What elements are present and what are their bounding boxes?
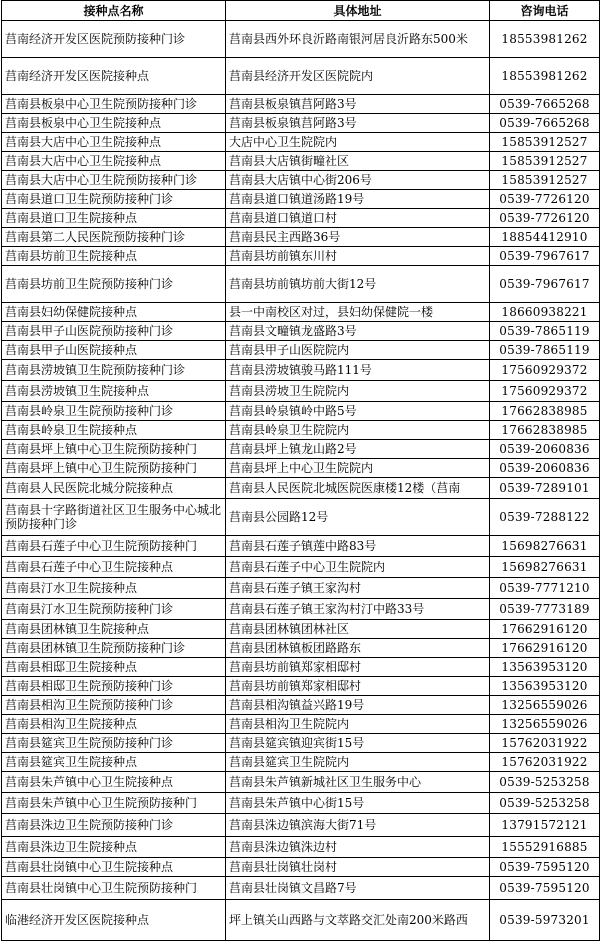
site-phone-cell: 17560929372 (490, 381, 600, 402)
site-phone-cell: 17662838985 (490, 421, 600, 440)
site-address-cell: 莒南县相沟卫生院院内 (226, 715, 490, 734)
site-phone-cell: 0539-7865119 (490, 322, 600, 341)
site-name-cell: 莒南县筵宾卫生院接种点 (2, 753, 226, 772)
site-name-cell: 莒南县壮岗镇中心卫生院接种点 (2, 858, 226, 877)
table-row (2, 793, 600, 814)
site-phone-cell: 15698276631 (490, 536, 600, 557)
site-phone-cell: 15853912527 (490, 133, 600, 152)
site-name-cell: 莒南县十字路街道社区卫生服务中心城北预防接种门诊 (2, 499, 226, 536)
site-name-cell: 莒南县坪上镇中心卫生院预防接种门 (2, 459, 226, 478)
site-name-cell: 莒南县朱芦镇中心卫生院接种点 (2, 772, 226, 793)
site-address-cell: 莒南县朱芦镇新城社区卫生服务中心 (226, 772, 490, 793)
site-address-cell: 大店中心卫生院院内 (226, 133, 490, 152)
site-name-cell: 莒南经济开发区医院预防接种门诊 (2, 21, 226, 58)
site-address-cell: 莒南县坪上镇龙山路2号 (226, 440, 490, 459)
table-header-row (2, 1, 600, 21)
site-address-cell: 莒南县石莲子镇王家沟村汀中路33号 (226, 599, 490, 620)
table-row (2, 21, 600, 58)
site-address-cell: 莒南县筵宾镇迎宾街15号 (226, 734, 490, 753)
site-phone-cell: 0539-5253258 (490, 793, 600, 814)
site-address-cell: 莒南县涝坡镇骏马路111号 (226, 360, 490, 381)
site-address-cell: 莒南县涝坡卫生院院内 (226, 381, 490, 402)
header-phone: 咨询电话 (490, 1, 600, 21)
site-phone-cell: 15552916885 (490, 837, 600, 858)
site-name-cell: 临港经济开发区医院接种点 (2, 900, 226, 941)
site-name-cell: 莒南县坊前卫生院预防接种门诊 (2, 266, 226, 303)
site-address-cell: 莒南县道口镇道口村 (226, 209, 490, 228)
site-name-cell: 莒南县相邸卫生院接种点 (2, 658, 226, 677)
site-address-cell: 莒南县大店镇中心街206号 (226, 171, 490, 190)
site-address-cell: 莒南县石莲子镇王家沟村 (226, 578, 490, 599)
site-address-cell: 莒南县团林镇板团路路东 (226, 639, 490, 658)
table-row (2, 658, 600, 677)
site-phone-cell: 0539-7771210 (490, 578, 600, 599)
site-address-cell: 莒南县洙边镇滨海大街71号 (226, 814, 490, 837)
site-address-cell: 莒南县人民医院北城医院医康楼12楼（莒南 (226, 478, 490, 499)
site-address-cell: 莒南县壮岗镇文昌路7号 (226, 877, 490, 900)
table-row (2, 209, 600, 228)
site-phone-cell: 0539-7967617 (490, 247, 600, 266)
table-row (2, 814, 600, 837)
site-address-cell: 莒南县岭泉镇岭中路5号 (226, 402, 490, 421)
site-name-cell: 莒南县壮岗镇中心卫生院预防接种门 (2, 877, 226, 900)
table-row (2, 478, 600, 499)
table-row (2, 133, 600, 152)
site-phone-cell: 15853912527 (490, 171, 600, 190)
site-name-cell: 莒南县甲子山医院预防接种门诊 (2, 322, 226, 341)
site-address-cell: 莒南县坪上中心卫生院院内 (226, 459, 490, 478)
site-phone-cell: 15762031922 (490, 753, 600, 772)
site-address-cell: 莒南县坊前镇东川村 (226, 247, 490, 266)
header-name: 接种点名称 (2, 1, 226, 21)
table-row (2, 152, 600, 171)
site-phone-cell: 13256559026 (490, 696, 600, 715)
table-row (2, 837, 600, 858)
table-row (2, 402, 600, 421)
site-address-cell: 莒南县石莲子镇莲中路83号 (226, 536, 490, 557)
site-name-cell: 莒南县大店中心卫生院接种点 (2, 152, 226, 171)
site-address-cell: 莒南县公园路12号 (226, 499, 490, 536)
site-phone-cell: 18553981262 (490, 21, 600, 58)
site-address-cell: 莒南县板泉镇莒阿路3号 (226, 114, 490, 133)
site-phone-cell: 0539-7726120 (490, 190, 600, 209)
table-row (2, 95, 600, 114)
site-address-cell: 莒南县大店镇街疃社区 (226, 152, 490, 171)
site-phone-cell: 0539-7665268 (490, 95, 600, 114)
site-name-cell: 莒南县甲子山医院接种点 (2, 341, 226, 360)
site-phone-cell: 0539-2060836 (490, 459, 600, 478)
site-phone-cell: 0539-7665268 (490, 114, 600, 133)
site-name-cell: 莒南县洙边卫生院预防接种门诊 (2, 814, 226, 837)
site-address-cell: 莒南县甲子山医院院内 (226, 341, 490, 360)
site-name-cell: 莒南县相沟卫生院接种点 (2, 715, 226, 734)
site-phone-cell: 17662916120 (490, 620, 600, 639)
site-name-cell: 莒南县板泉中心卫生院接种点 (2, 114, 226, 133)
site-address-cell: 莒南县坊前镇坊前大街12号 (226, 266, 490, 303)
table-row (2, 440, 600, 459)
site-name-cell: 莒南县汀水卫生院接种点 (2, 578, 226, 599)
site-phone-cell: 15698276631 (490, 557, 600, 578)
site-name-cell: 莒南县板泉中心卫生院预防接种门诊 (2, 95, 226, 114)
table-row (2, 499, 600, 536)
table-row (2, 114, 600, 133)
site-name-cell: 莒南县汀水卫生院预防接种门诊 (2, 599, 226, 620)
site-name-cell: 莒南县朱芦镇中心卫生院预防接种门 (2, 793, 226, 814)
site-name-cell: 莒南县道口卫生院预防接种门诊 (2, 190, 226, 209)
table-row (2, 322, 600, 341)
table-row (2, 360, 600, 381)
site-phone-cell: 0539-7289101 (490, 478, 600, 499)
site-address-cell: 莒南县道口镇道汤路19号 (226, 190, 490, 209)
table-row (2, 459, 600, 478)
site-phone-cell: 17662838985 (490, 402, 600, 421)
site-phone-cell: 18854412910 (490, 228, 600, 247)
site-name-cell: 莒南县岭泉卫生院预防接种门诊 (2, 402, 226, 421)
site-phone-cell: 17560929372 (490, 360, 600, 381)
site-phone-cell: 0539-7595120 (490, 858, 600, 877)
site-name-cell: 莒南县洙边卫生院接种点 (2, 837, 226, 858)
site-phone-cell: 13256559026 (490, 715, 600, 734)
site-phone-cell: 0539-7595120 (490, 877, 600, 900)
table-row (2, 536, 600, 557)
site-address-cell: 莒南县坊前镇郑家相邸村 (226, 677, 490, 696)
table-row (2, 171, 600, 190)
table-row (2, 421, 600, 440)
table-row (2, 696, 600, 715)
site-address-cell: 莒南县朱芦镇中心街15号 (226, 793, 490, 814)
site-phone-cell: 0539-7865119 (490, 341, 600, 360)
site-address-cell: 莒南县洙边镇洙边村 (226, 837, 490, 858)
site-phone-cell: 17662916120 (490, 639, 600, 658)
site-phone-cell: 15762031922 (490, 734, 600, 753)
site-phone-cell: 0539-5253258 (490, 772, 600, 793)
site-address-cell: 莒南县文疃镇龙盛路3号 (226, 322, 490, 341)
site-phone-cell: 18553981262 (490, 58, 600, 95)
table-row (2, 190, 600, 209)
site-name-cell: 莒南县石莲子中心卫生院接种点 (2, 557, 226, 578)
site-address-cell: 莒南县板泉镇莒阿路3号 (226, 95, 490, 114)
table-row (2, 900, 600, 941)
site-name-cell: 莒南县石莲子中心卫生院预防接种门 (2, 536, 226, 557)
table-row (2, 247, 600, 266)
site-name-cell: 莒南县相沟卫生院预防接种门诊 (2, 696, 226, 715)
site-phone-cell: 0539-5973201 (490, 900, 600, 941)
vaccination-sites-table (1, 0, 600, 941)
table-row (2, 266, 600, 303)
site-phone-cell: 15853912527 (490, 152, 600, 171)
site-address-cell: 坪上镇关山西路与文萃路交汇处南200米路西 (226, 900, 490, 941)
site-phone-cell: 13563953120 (490, 677, 600, 696)
table-row (2, 228, 600, 247)
site-phone-cell: 0539-7967617 (490, 266, 600, 303)
site-name-cell: 莒南县筵宾卫生院预防接种门诊 (2, 734, 226, 753)
site-name-cell: 莒南县人民医院北城分院接种点 (2, 478, 226, 499)
site-address-cell: 莒南县坊前镇郑家相邸村 (226, 658, 490, 677)
site-address-cell: 莒南县团林镇团林社区 (226, 620, 490, 639)
site-name-cell: 莒南县妇幼保健院接种点 (2, 303, 226, 322)
table-row (2, 620, 600, 639)
table-row (2, 557, 600, 578)
site-phone-cell: 0539-7288122 (490, 499, 600, 536)
table-row (2, 734, 600, 753)
site-address-cell: 莒南县筵宾卫生院院内 (226, 753, 490, 772)
site-name-cell: 莒南县团林镇卫生院接种点 (2, 620, 226, 639)
site-name-cell: 莒南经济开发区医院接种点 (2, 58, 226, 95)
table-row (2, 639, 600, 658)
table-body (2, 21, 600, 941)
site-name-cell: 莒南县大店中心卫生院预防接种门诊 (2, 171, 226, 190)
site-phone-cell: 13791572121 (490, 814, 600, 837)
table-row (2, 753, 600, 772)
site-name-cell: 莒南县相邸卫生院预防接种门诊 (2, 677, 226, 696)
site-address-cell: 莒南县石莲子中心卫生院院内 (226, 557, 490, 578)
site-phone-cell: 0539-2060836 (490, 440, 600, 459)
site-address-cell: 莒南县岭泉卫生院院内 (226, 421, 490, 440)
site-address-cell: 莒南县西外环良沂路南银河居良沂路东500米 (226, 21, 490, 58)
site-name-cell: 莒南县岭泉卫生院接种点 (2, 421, 226, 440)
site-name-cell: 莒南县团林镇卫生院预防接种门诊 (2, 639, 226, 658)
site-name-cell: 莒南县坪上镇中心卫生院预防接种门 (2, 440, 226, 459)
site-name-cell: 莒南县涝坡镇卫生院接种点 (2, 381, 226, 402)
site-name-cell: 莒南县道口卫生院接种点 (2, 209, 226, 228)
table-row (2, 715, 600, 734)
site-name-cell: 莒南县大店中心卫生院接种点 (2, 133, 226, 152)
table-row (2, 772, 600, 793)
table-row (2, 578, 600, 599)
site-name-cell: 莒南县涝坡镇卫生院预防接种门诊 (2, 360, 226, 381)
table-row (2, 858, 600, 877)
site-address-cell: 莒南县经济开发区医院院内 (226, 58, 490, 95)
table-row (2, 381, 600, 402)
site-phone-cell: 0539-7773189 (490, 599, 600, 620)
site-address-cell: 莒南县相沟镇益兴路19号 (226, 696, 490, 715)
table-row (2, 677, 600, 696)
site-name-cell: 莒南县坊前卫生院接种点 (2, 247, 226, 266)
site-address-cell: 县一中南校区对过，县妇幼保健院一楼 (226, 303, 490, 322)
site-phone-cell: 18660938221 (490, 303, 600, 322)
table-row (2, 341, 600, 360)
site-address-cell: 莒南县民主西路36号 (226, 228, 490, 247)
table-row (2, 877, 600, 900)
site-name-cell: 莒南县第二人民医院预防接种门诊 (2, 228, 226, 247)
table-row (2, 58, 600, 95)
header-address: 具体地址 (226, 1, 490, 21)
site-phone-cell: 0539-7726120 (490, 209, 600, 228)
table-row (2, 303, 600, 322)
table-row (2, 599, 600, 620)
site-phone-cell: 13563953120 (490, 658, 600, 677)
site-address-cell: 莒南县壮岗镇壮岗村 (226, 858, 490, 877)
